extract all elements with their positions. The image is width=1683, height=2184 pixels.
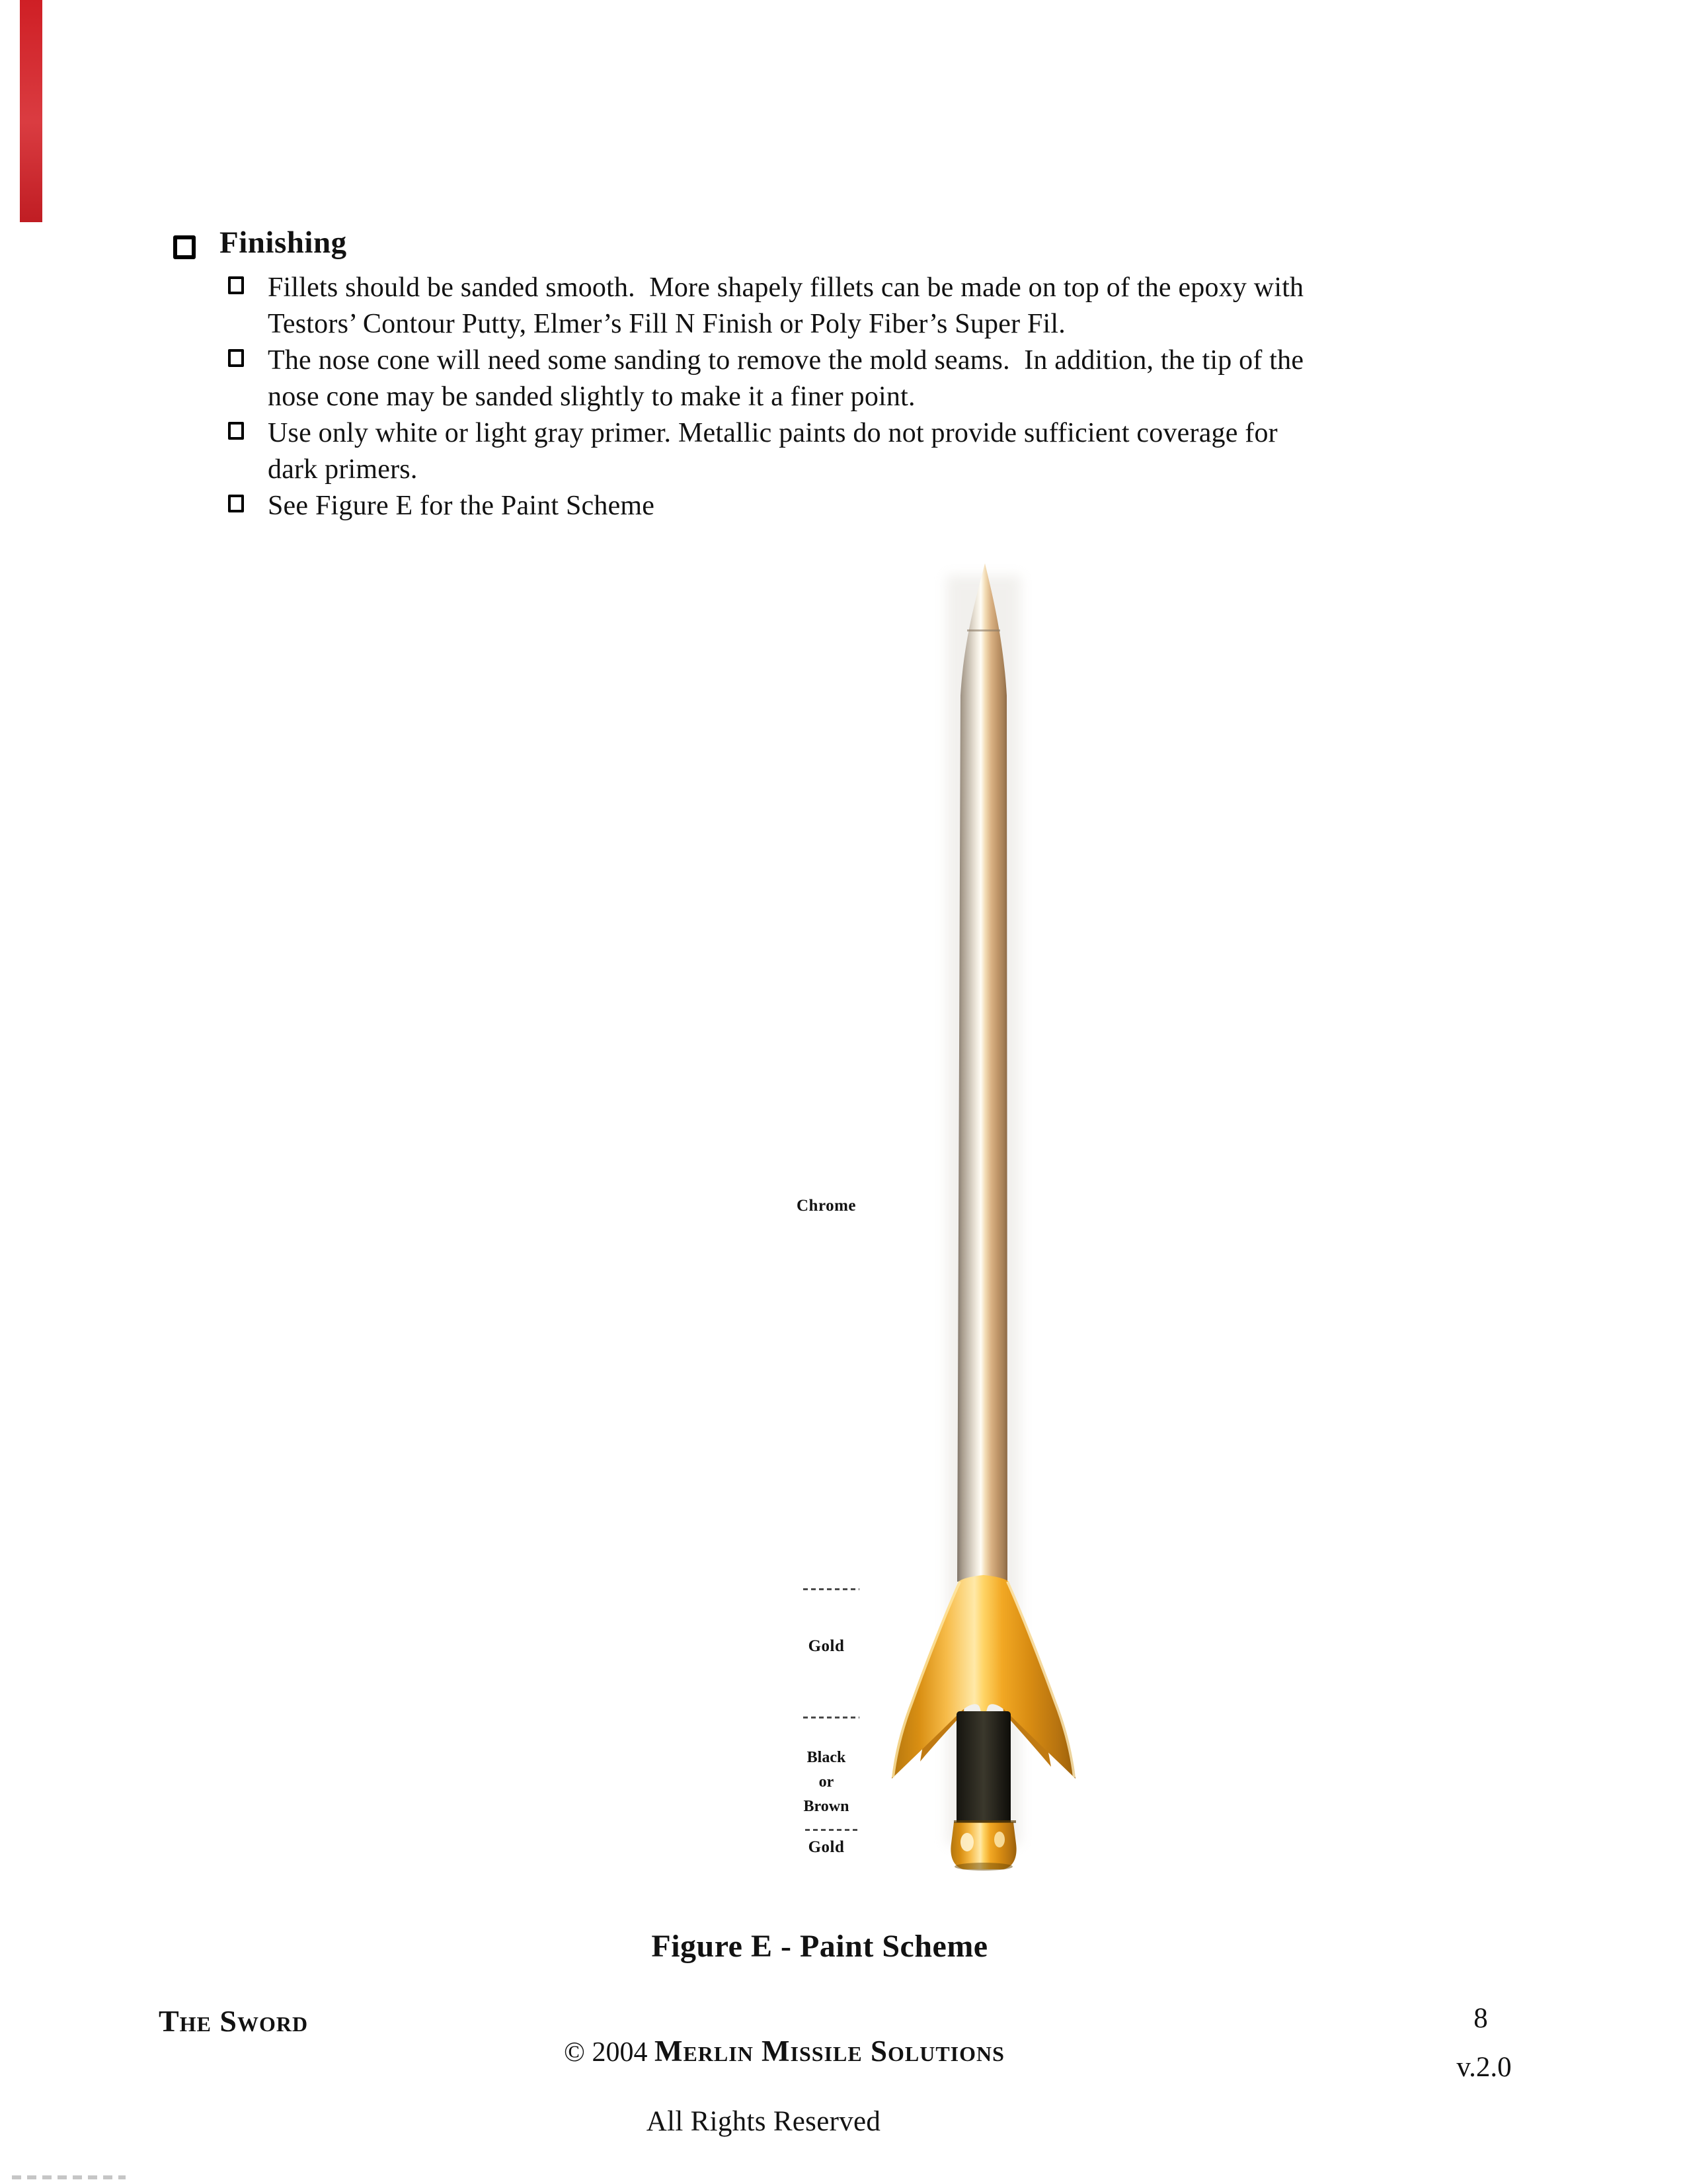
footer-rights: All Rights Reserved (646, 2106, 881, 2137)
scan-artifact-red-bar (20, 0, 42, 222)
version-number: v.2.0 (1456, 2052, 1512, 2083)
footer-company-name: Merlin Missile Solutions (654, 2035, 1005, 2068)
checkbox-bullet-icon (228, 495, 244, 512)
label-gold-end-cap: Gold (808, 1838, 845, 1856)
label-motor-line: Black (806, 1749, 846, 1766)
bullet-text-line: Fillets should be sanded smooth. More shapely fillets can be made on top of the epoxy with (268, 272, 1304, 303)
end-cap-specular (994, 1832, 1005, 1847)
bullet-text-line: See Figure E for the Paint Scheme (268, 491, 655, 521)
bullet-text-line: The nose cone will need some sanding to remove the mold seams. In addition, the tip of the (268, 345, 1304, 376)
label-leader-line (803, 1588, 859, 1590)
label-leader-line (805, 1829, 858, 1831)
checkbox-bullet-icon (228, 276, 244, 294)
footer-product-name: The Sword (159, 2004, 309, 2038)
page-number: 8 (1473, 2003, 1488, 2034)
label-motor-tube (777, 1746, 876, 1819)
checkbox-bullet-icon (173, 235, 196, 259)
bullet-text-line: dark primers. (268, 454, 418, 485)
checkbox-bullet-icon (228, 422, 244, 440)
bullet-text-line: nose cone may be sanded slightly to make it a finer point. (268, 382, 916, 412)
end-cap-specular (960, 1833, 974, 1851)
section-heading: Finishing (219, 225, 347, 260)
bullet-text-line: Use only white or light gray primer. Metallic paints do not provide sufficient coverage for (268, 418, 1278, 448)
label-motor-line: Brown (803, 1798, 849, 1815)
footer-copyright-block (512, 2002, 1015, 2138)
nose-cone-seam (967, 629, 1000, 631)
end-cap-rim (954, 1820, 1016, 1823)
figure-caption: Figure E - Paint Scheme (651, 1929, 988, 1964)
checkbox-bullet-icon (228, 349, 244, 367)
end-cap-shadow (955, 1863, 1013, 1871)
rocket-end-cap (951, 1822, 1016, 1869)
label-gold-fins: Gold (808, 1637, 845, 1655)
scan-artifact-smudge (12, 2175, 126, 2179)
bullet-text-line: Testors’ Contour Putty, Elmer’s Fill N Finish or Poly Fiber’s Super Fil. (268, 309, 1066, 339)
rocket-nose-blade (957, 563, 1007, 1582)
footer-copyright-year: © 2004 (564, 2037, 654, 2068)
rocket-motor-tube (957, 1711, 1011, 1825)
label-leader-line (803, 1717, 859, 1719)
label-motor-line: or (818, 1773, 834, 1791)
label-chrome: Chrome (796, 1197, 857, 1215)
rocket-paint-scheme-image (754, 555, 1097, 1878)
